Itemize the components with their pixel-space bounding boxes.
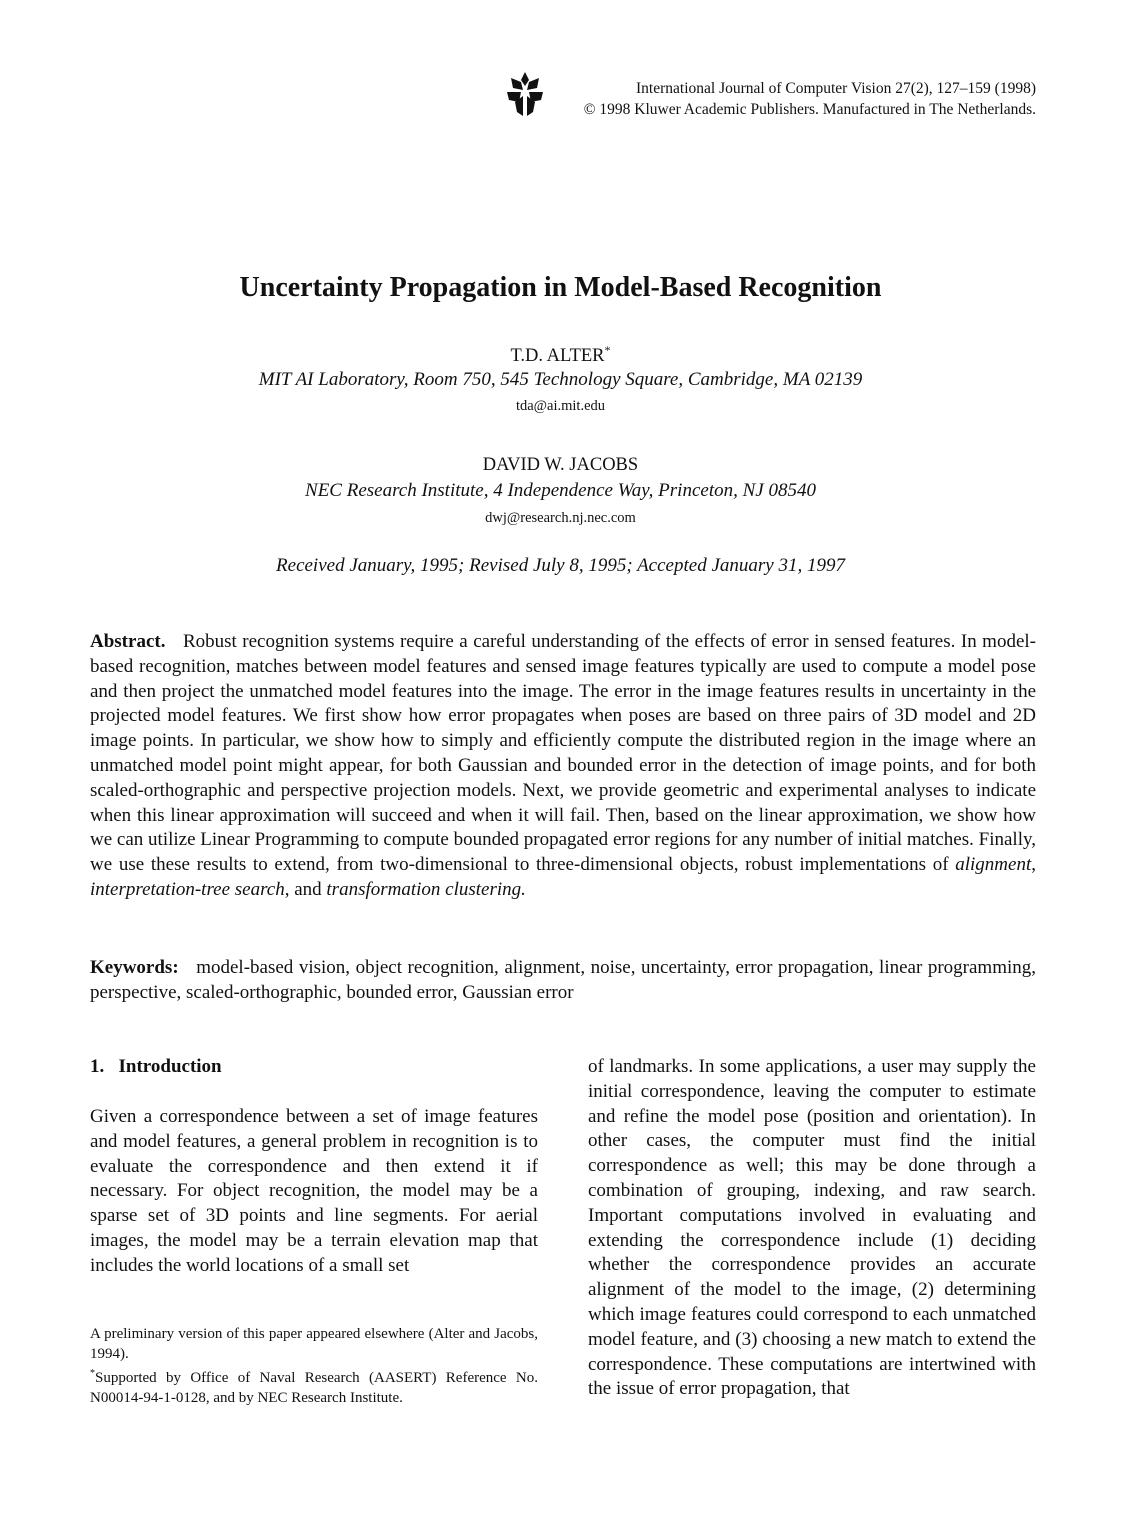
keywords (90, 956, 1036, 1006)
footnote-preliminary: A preliminary version of this paper appeared elsewhere (Alter and Jacobs, 1994). (90, 1326, 538, 1362)
paper-title: Uncertainty Propagation in Model-Based Recognition (239, 272, 882, 303)
abstract-term-alignment: alignment (955, 854, 1032, 876)
abstract-label: Abstract. (90, 631, 166, 652)
author-2-affiliation: NEC Research Institute, 4 Independence Way, Princeton, NJ 08540 (305, 480, 816, 501)
journal-header (584, 78, 1036, 120)
abstract: Abstract. Robust recognition systems require a careful understanding of the effects of error in sensed features. In model-based recognition, matches between model features and sensed image features typically are used to compute a model pose and then project the unmatched model features into the image. The error in the image features results in uncertainty in the projected model features. We first show how error propagates when poses are based on three pairs of 3D model and 2D image points. In particular, we show how to simply and efficiently compute the distributed region in the image where an unmatched model point might appear, for both Gaussian and bounded error in the detection of image points, and for both scaled-orthographic and perspective projection models. Next, we provide geometric and experimental analyses to indicate when this linear approximation will succeed and when it will fail. Then, based on the linear approximation, we show how we can utilize Linear Programming to compute bounded propagated error regions for any number of initial matches. Finally, we use these results to extend, from two-dimensional to three-dimensional objects, robust implementations of alignment, interpretation-tree search, and transformation clustering. (90, 631, 1036, 900)
footnote-support: *Supported by Office of Naval Research (AASERT) Reference No. N00014-94-1-0128, and by NEC Research Institute. (90, 1368, 538, 1406)
author-2-email: dwj@research.nj.nec.com (485, 510, 636, 526)
footnotes (90, 1324, 538, 1408)
author-1-name: T.D. ALTER* (510, 343, 611, 367)
journal-citation: International Journal of Computer Vision 27(2), 127–159 (1998) (636, 80, 1036, 97)
intro-right-column: of landmarks. In some applications, a user may supply the initial correspondence, leaving the computer to estimate and refine the model pose (position and orientation). In other cases, the computer must find the initial correspondence as well; this may be done through a combination of grouping, indexing, and raw search. Important computations involved in evaluating and extending the correspondence include (1) deciding whether the correspondence provides an accurate alignment of the model to the image, (2) determining which image features could correspond to each unmatched model feature, and (3) choosing a new match to extend the correspondence. These computations are intertwined with the issue of error propagation, that (588, 1056, 1036, 1400)
section-heading-introduction: 1. Introduction (90, 1056, 222, 1077)
author-1-affiliation: MIT AI Laboratory, Room 750, 545 Technology Square, Cambridge, MA 02139 (258, 369, 863, 390)
received-dates: Received January, 1995; Revised July 8, 1995; Accepted January 31, 1997 (276, 555, 845, 576)
abstract-text: Robust recognition systems require a careful understanding of the effects of error in sensed features. In model-based recognition, matches between model features and sensed image features typically are used to compute a model pose and then project the unmatched model features into the image. The error in the image features results in uncertainty in the projected model features. We first show how error propagates when poses are based on three pairs of 3D model and 2D image points. In particular, we show how to simply and efficiently compute the distributed region in the image where an unmatched model point might appear, for both Gaussian and bounded error in the detection of image points, and for both scaled-orthographic and perspective projection models. Next, we provide geometric and experimental analyses to indicate when this linear approximation will succeed and when it will fail. Then, based on the linear approximation, we show how we can utilize Linear Programming to compute bounded propagated error regions for any number of initial matches. Finally, we use these results to extend, from two-dimensional to three-dimensional objects, robust implementations of (90, 631, 1036, 876)
keywords-label: Keywords: (90, 957, 179, 978)
author-2-name: DAVID W. JACOBS (482, 455, 639, 475)
author-1-email: tda@ai.mit.edu (515, 398, 606, 414)
intro-left-column: Given a correspondence between a set of image features and model features, a general problem in recognition is to evaluate the correspondence and then extend it if necessary. For object recognition, the model may be a sparse set of 3D points and line segments. For aerial images, the model may be a terrain elevation map that includes the world locations of a small set (90, 1106, 538, 1276)
abstract-term-interpretation-tree: interpretation-tree search (90, 878, 285, 900)
copyright-line: © 1998 Kluwer Academic Publishers. Manufactured in The Netherlands. (583, 101, 1036, 118)
publisher-logo-icon (507, 72, 543, 116)
abstract-term-transformation-clustering: transformation clustering. (326, 878, 526, 900)
keywords-text: model-based vision, object recognition, alignment, noise, uncertainty, error propagation, linear programming, perspective, scaled-orthographic, bounded error, Gaussian error (90, 957, 1037, 1003)
